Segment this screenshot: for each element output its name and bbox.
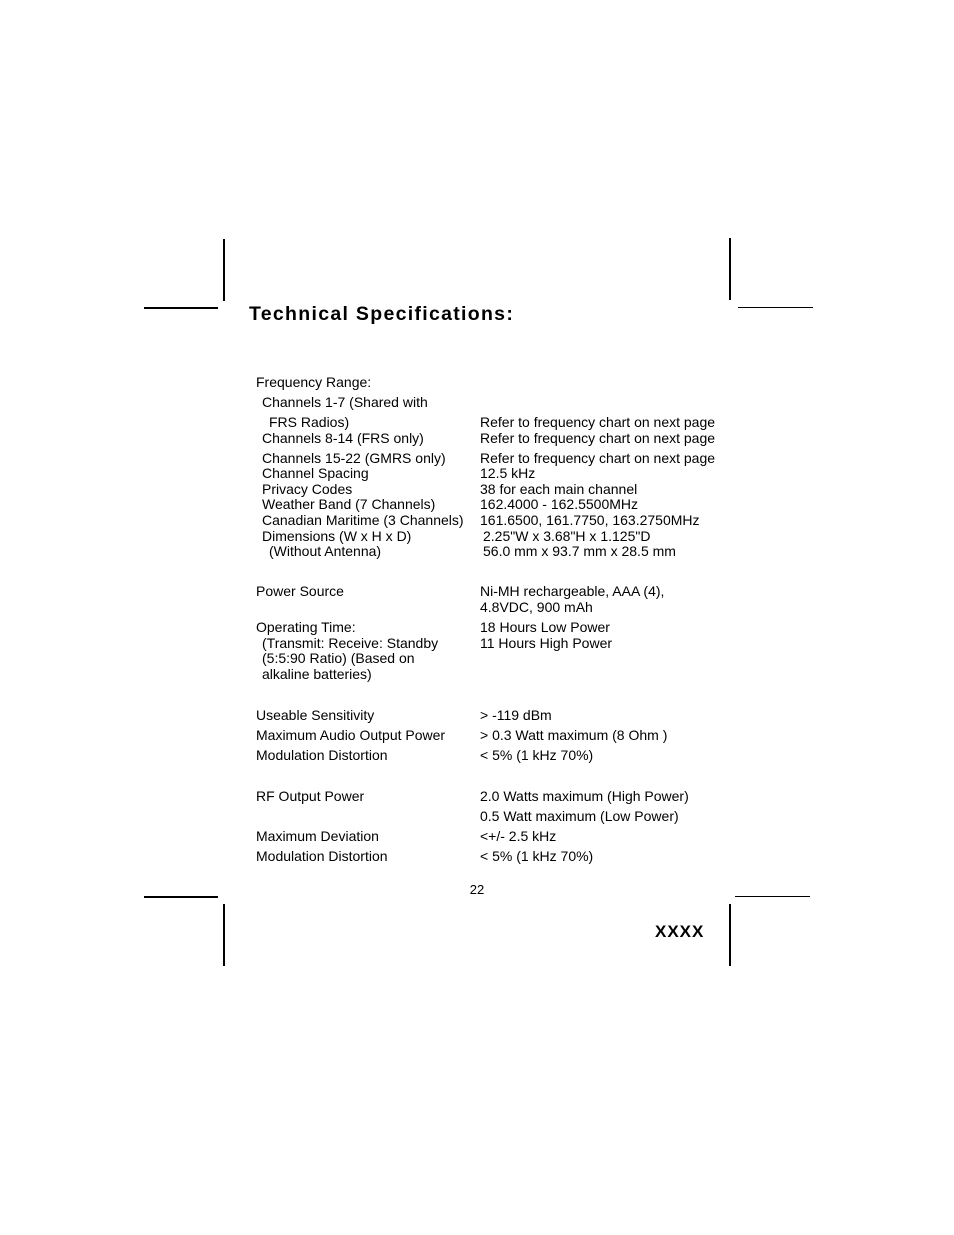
- spec-label-power-source: Power Source: [256, 583, 344, 599]
- spec-label-useable-sensitivity: Useable Sensitivity: [256, 707, 375, 723]
- spec-value-maximum-deviation: <+/- 2.5 kHz: [480, 828, 557, 844]
- spec-value-dimensions-mm: 56.0 mm x 93.7 mm x 28.5 mm: [483, 543, 676, 559]
- spec-value-channel-spacing: 12.5 kHz: [480, 465, 536, 481]
- spec-value-channels-1-7: Refer to frequency chart on next page: [480, 414, 716, 430]
- crop-mark-top-left-h: [144, 307, 218, 309]
- spec-value-channels-15-22: Refer to frequency chart on next page: [480, 450, 716, 466]
- crop-mark-top-right-h: [738, 307, 813, 308]
- spec-value-canadian-maritime: 161.6500, 161.7750, 163.2750MHz: [480, 512, 700, 528]
- spec-label-operating-time-note-3: alkaline batteries): [262, 666, 372, 682]
- crop-mark-bottom-left-v: [223, 904, 225, 966]
- spec-value-privacy-codes: 38 for each main channel: [480, 481, 638, 497]
- page-number: 22: [469, 882, 485, 897]
- spec-label-audio-output-power: Maximum Audio Output Power: [256, 727, 446, 743]
- spec-label-modulation-distortion-2: Modulation Distortion: [256, 848, 388, 864]
- spec-label-operating-time-note: (Transmit: Receive: Standby: [262, 635, 439, 651]
- spec-value-operating-time-high: 11 Hours High Power: [480, 635, 613, 651]
- spec-label-dimensions: Dimensions (W x H x D): [262, 528, 412, 544]
- spec-label-operating-time-note-2: (5:5:90 Ratio) (Based on: [262, 650, 415, 666]
- page-title: Technical Specifications:: [249, 303, 515, 325]
- spec-value-power-source: Ni-MH rechargeable, AAA (4),: [480, 583, 665, 599]
- spec-label-canadian-maritime: Canadian Maritime (3 Channels): [262, 512, 464, 528]
- spec-value-rf-output-high: 2.0 Watts maximum (High Power): [480, 788, 689, 804]
- spec-label-channels-8-14: Channels 8-14 (FRS only): [262, 430, 424, 446]
- spec-value-weather-band: 162.4000 - 162.5500MHz: [480, 496, 638, 512]
- spec-label-channel-spacing: Channel Spacing: [262, 465, 369, 481]
- spec-value-power-source-cont: 4.8VDC, 900 mAh: [480, 599, 593, 615]
- spec-label-privacy-codes: Privacy Codes: [262, 481, 353, 497]
- spec-label-without-antenna: (Without Antenna): [269, 543, 382, 559]
- model-code: XXXX: [655, 922, 705, 941]
- spec-label-weather-band: Weather Band (7 Channels): [262, 496, 436, 512]
- spec-label-rf-output-power: RF Output Power: [256, 788, 365, 804]
- spec-value-operating-time-low: 18 Hours Low Power: [480, 619, 610, 635]
- crop-mark-top-right-v: [729, 238, 731, 300]
- spec-value-dimensions: 2.25"W x 3.68"H x 1.125"D: [483, 528, 651, 544]
- spec-label-frequency-range: Frequency Range:: [256, 374, 372, 390]
- spec-label-modulation-distortion: Modulation Distortion: [256, 747, 388, 763]
- crop-mark-bottom-right-v: [729, 904, 731, 966]
- spec-value-rf-output-low: 0.5 Watt maximum (Low Power): [480, 808, 679, 824]
- spec-value-useable-sensitivity: > -119 dBm: [480, 707, 552, 723]
- spec-label-operating-time: Operating Time:: [256, 619, 356, 635]
- spec-value-modulation-distortion: < 5% (1 kHz 70%): [480, 747, 594, 763]
- spec-value-modulation-distortion-2: < 5% (1 kHz 70%): [480, 848, 594, 864]
- spec-label-channels-15-22: Channels 15-22 (GMRS only): [262, 450, 446, 466]
- spec-label-maximum-deviation: Maximum Deviation: [256, 828, 379, 844]
- crop-mark-top-left-v: [223, 239, 225, 301]
- spec-label-channels-1-7: Channels 1-7 (Shared with: [262, 394, 428, 410]
- spec-value-audio-output-power: > 0.3 Watt maximum (8 Ohm ): [480, 727, 668, 743]
- spec-value-channels-8-14: Refer to frequency chart on next page: [480, 430, 716, 446]
- spec-label-channels-1-7-cont: FRS Radios): [269, 414, 350, 430]
